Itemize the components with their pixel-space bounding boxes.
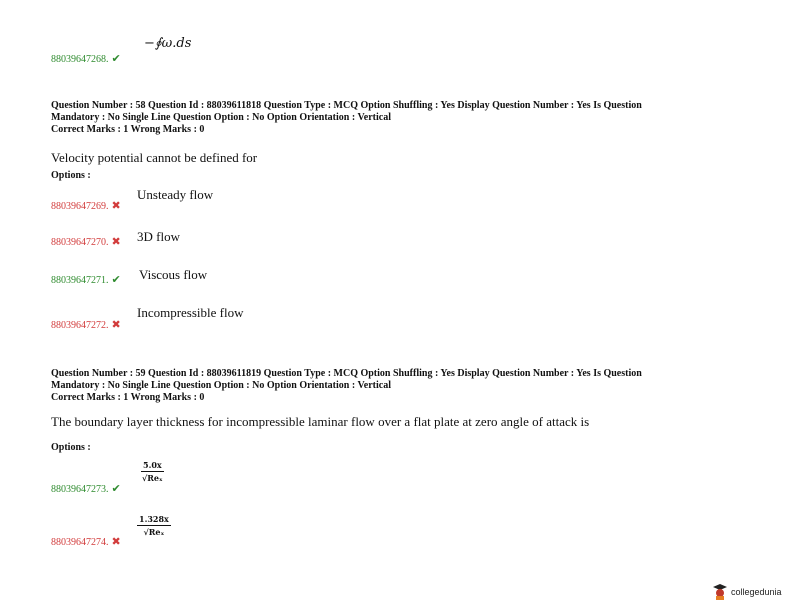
fraction-numerator: 1.328x xyxy=(139,514,169,524)
question-marks: Correct Marks : 1 Wrong Marks : 0 xyxy=(51,392,205,403)
option-id-text: 88039647269. xyxy=(51,201,109,212)
fraction-denominator: √Reₓ xyxy=(141,473,163,483)
option-id-text: 88039647274. xyxy=(51,537,109,548)
option-text: Incompressible flow xyxy=(137,305,244,320)
option-text: Unsteady flow xyxy=(137,187,214,202)
option-id-text: 88039647273. xyxy=(51,484,109,495)
cross-icon: ✖ xyxy=(111,200,121,212)
question-meta-line2: Mandatory : No Single Line Question Option : No Option Orientation : Vertical xyxy=(51,112,392,123)
fraction-numerator: 5.0x xyxy=(143,460,162,470)
question-marks: Correct Marks : 1 Wrong Marks : 0 xyxy=(51,124,205,135)
option-text: 3D flow xyxy=(137,229,180,244)
check-icon: ✔ xyxy=(111,274,121,286)
option-id xyxy=(51,535,121,548)
question-meta-line1: Question Number : 59 Question Id : 88039611819 Question Type : MCQ Option Shuffling : Yes Display Question Number : Yes Is Question xyxy=(51,368,642,379)
option-id-text: 88039647272. xyxy=(51,320,109,331)
check-icon: ✔ xyxy=(111,53,121,65)
cross-icon: ✖ xyxy=(111,319,121,331)
graduate-cap-icon xyxy=(712,583,728,601)
option-id xyxy=(51,52,121,65)
fraction-denominator: √Reₓ xyxy=(143,527,165,537)
option-id xyxy=(51,273,121,286)
options-label: Options : xyxy=(51,170,91,181)
question-meta xyxy=(51,100,751,136)
option-id xyxy=(51,235,121,248)
option-fraction xyxy=(137,514,171,537)
question-meta-line1: Question Number : 58 Question Id : 88039611818 Question Type : MCQ Option Shuffling : Yes Display Question Number : Yes Is Question xyxy=(51,100,642,111)
logo-text: collegedunia xyxy=(731,587,782,597)
option-text: Viscous flow xyxy=(139,267,208,282)
option-id-text: 88039647271. xyxy=(51,275,109,286)
options-label: Options : xyxy=(51,442,91,453)
option-id-text: 88039647268. xyxy=(51,54,109,65)
question-text: Velocity potential cannot be defined for xyxy=(51,150,258,165)
option-id xyxy=(51,482,121,495)
option-id-text: 88039647270. xyxy=(51,237,109,248)
option-fraction xyxy=(141,460,164,483)
option-formula: −∮ω.ds xyxy=(144,36,192,51)
question-meta xyxy=(51,368,751,404)
option-id xyxy=(51,199,121,212)
cross-icon: ✖ xyxy=(111,536,121,548)
question-meta-line2: Mandatory : No Single Line Question Option : No Option Orientation : Vertical xyxy=(51,380,392,391)
collegedunia-logo xyxy=(712,583,782,601)
cross-icon: ✖ xyxy=(111,236,121,248)
question-text: The boundary layer thickness for incompressible laminar flow over a flat plate at zero angle of attack is xyxy=(51,414,590,429)
check-icon: ✔ xyxy=(111,483,121,495)
option-id xyxy=(51,318,121,331)
